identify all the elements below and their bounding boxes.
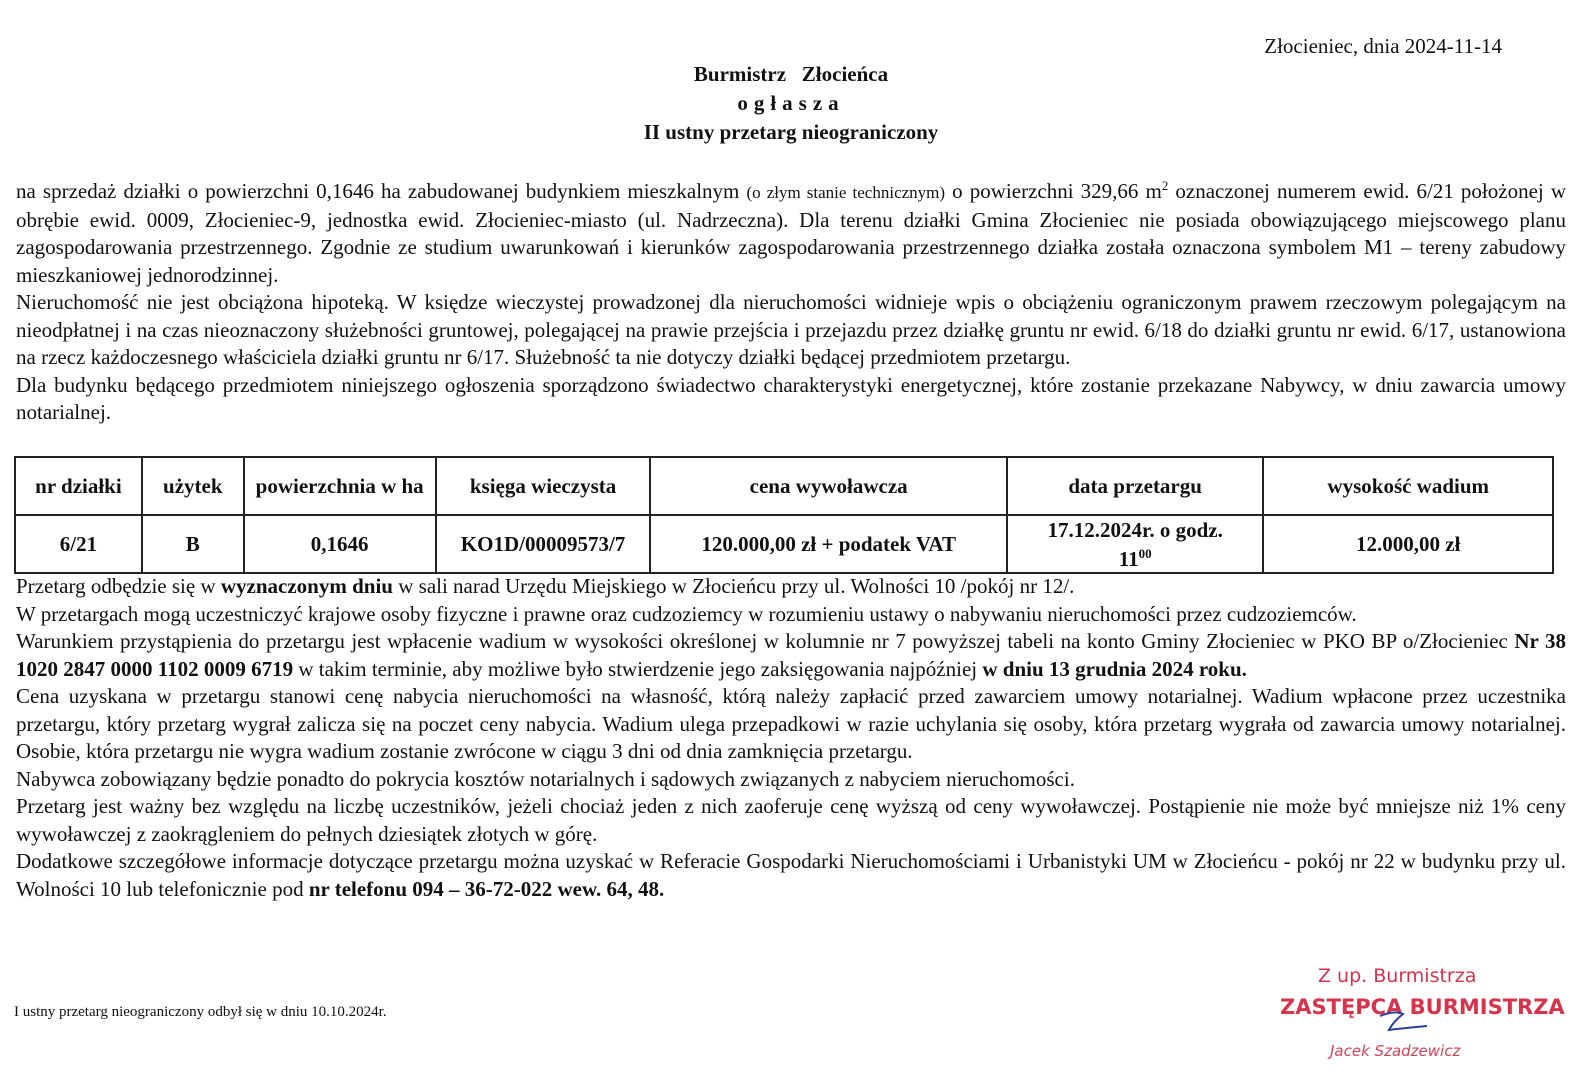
announces-word: ogłasza <box>737 91 845 115</box>
tender-table <box>14 456 1554 574</box>
stamp-line-name: Jacek Szadzewicz <box>1330 1042 1461 1060</box>
cell-area: 0,1646 <box>244 515 436 573</box>
table-header-cell: cena wywoławcza <box>650 457 1006 515</box>
table-row <box>15 515 1553 573</box>
table-header-cell: użytek <box>142 457 244 515</box>
table-header-cell: powierzchnia w ha <box>244 457 436 515</box>
paragraph-contact: Dodatkowe szczegółowe informacje dotyczące przetargu można uzyskać w Referacie Gospodarki Nieruchomościami i Urbanistyki UM w Złocieńcu - pokój nr 22 w budynku przy ul. Wolności 10 lub telefonicznie pod nr telefonu 094 – 36-72-022 wew. 64, 48. <box>16 849 1566 901</box>
table-header-cell: data przetargu <box>1007 457 1264 515</box>
paragraph-encumbrance: Nieruchomość nie jest obciążona hipoteką. W księdze wieczystej prowadzonej dla nieruchomości widnieje wpis o obciążeniu ograniczonym prawem rzeczowym polegającym na nieodpłatnej i na czas nieoznaczony służebności gruntowej, polegającej na prawie przejścia i przejazdu przez działkę gruntu nr ewid. 6/18 do działki gruntu nr ewid. 6/17, ustanowiona na rzecz każdoczesnego właściciela działki gruntu nr 6/17. Służebność ta nie dotyczy działki będącej przedmiotem przetargu. <box>16 290 1566 369</box>
cell-deposit: 12.000,00 zł <box>1263 515 1553 573</box>
footnote: I ustny przetarg nieograniczony odbył się w dniu 10.10.2024r. <box>14 1004 387 1020</box>
document-date: Złocieniec, dnia 2024-11-14 <box>1264 34 1502 58</box>
cell-land-use: B <box>142 515 244 573</box>
tender-title: II ustny przetarg nieograniczony <box>643 120 939 144</box>
paragraph-participants: W przetargach mogą uczestniczyć krajowe osoby fizyczne i prawne oraz cudzoziemcy w rozumieniu ustawy o nabywaniu nieruchomości przez cudzoziemców. <box>16 601 1357 626</box>
table-header-cell: wysokość wadium <box>1263 457 1553 515</box>
issuer-title: Burmistrz Złocieńca <box>693 62 889 86</box>
announcement-body <box>16 172 1566 427</box>
paragraph-energy-certificate: Dla budynku będącego przedmiotem niniejszego ogłoszenia sporządzono świadectwo charakterystyki energetycznej, które zostanie przekazane Nabywcy, w dniu zawarcia umowy notarialnej. <box>16 372 1566 424</box>
table-header-cell: księga wieczysta <box>436 457 651 515</box>
cell-tender-date: 17.12.2024r. o godz. $11^{00}$ <box>1007 515 1264 573</box>
paragraph-venue: Przetarg odbędzie się w wyznaczonym dniu w sali narad Urzędu Miejskiego w Złocieńcu przy ul. Wolności 10 /pokój nr 12/. <box>16 574 1075 598</box>
announcement-conditions <box>16 573 1566 903</box>
document-header <box>0 60 1582 147</box>
table-header-cell: nr działki <box>15 457 142 515</box>
cell-starting-price: 120.000,00 zł + podatek VAT <box>650 515 1006 573</box>
paragraph-deposit-conditions: Warunkiem przystąpienia do przetargu jest wpłacenie wadium w wysokości określonej w kolumnie nr 7 powyższej tabeli na konto Gminy Złocieniec w PKO BP o/Złocieniec Nr 38 1020 2847 0000 1102 0009 6719 w takim terminie, aby możliwe było stwierdzenie jego zaksięgowania najpóźniej w dniu 13 grudnia 2024 roku. <box>16 629 1566 681</box>
table-header-row <box>15 457 1553 515</box>
paragraph-property-description: na sprzedaż działki o powierzchni 0,1646 ha zabudowanej budynkiem mieszkalnym (o złym stanie technicznym) o powierzchni 329,66 $m^2$ oznaczonej numerem ewid. 6/21 położonej w obrębie ewid. 0009, Złocieniec-9, jednostka ewid. Złocieniec-miasto (ul. Nadrzeczna). Dla terenu działki Gmina Złocieniec nie posiada obowiązującego miejscowego planu zagospodarowania przestrzennego. Zgodnie ze studium uwarunkowań i kierunków zagospodarowania przestrzennego działka została oznaczona symbolem M1 – tereny zabudowy mieszkaniowej jednorodzinnej. <box>16 178 1566 287</box>
cell-plot-number: 6/21 <box>15 515 142 573</box>
stamp-line-authorization: Z up. Burmistrza <box>1318 965 1477 987</box>
stamp-line-deputy-mayor: ZASTĘPCA BURMISTRZA <box>1280 995 1565 1019</box>
paragraph-costs: Nabywca zobowiązany będzie ponadto do pokrycia kosztów notarialnych i sądowych związanych z nabyciem nieruchomości. <box>16 766 1075 791</box>
paragraph-price-terms: Cena uzyskana w przetargu stanowi cenę nabycia nieruchomości na własność, którą należy zapłacić przed zawarciem umowy notarialnej. Wadium wpłacone przez uczestnika przetargu, który przetarg wygrał zalicza się na poczet ceny nabycia. Wadium ulega przepadkowi w razie uchylania się osoby, która przetarg wygrała od zawarcia umowy notarialnej. Osobie, która przetargu nie wygra wadium zostanie zwrócone w ciągu 3 dni od dnia zamknięcia przetargu. <box>16 684 1566 763</box>
signature-mark <box>1375 1008 1435 1038</box>
paragraph-validity: Przetarg jest ważny bez względu na liczbę uczestników, jeżeli chociaż jeden z nich zaoferuje cenę wyższą od ceny wywoławczej. Postąpienie nie może być mniejsze niż 1% ceny wywoławczej z zaokrągleniem do pełnych dziesiątek złotych w górę. <box>16 794 1566 846</box>
cell-land-register: KO1D/00009573/7 <box>436 515 651 573</box>
